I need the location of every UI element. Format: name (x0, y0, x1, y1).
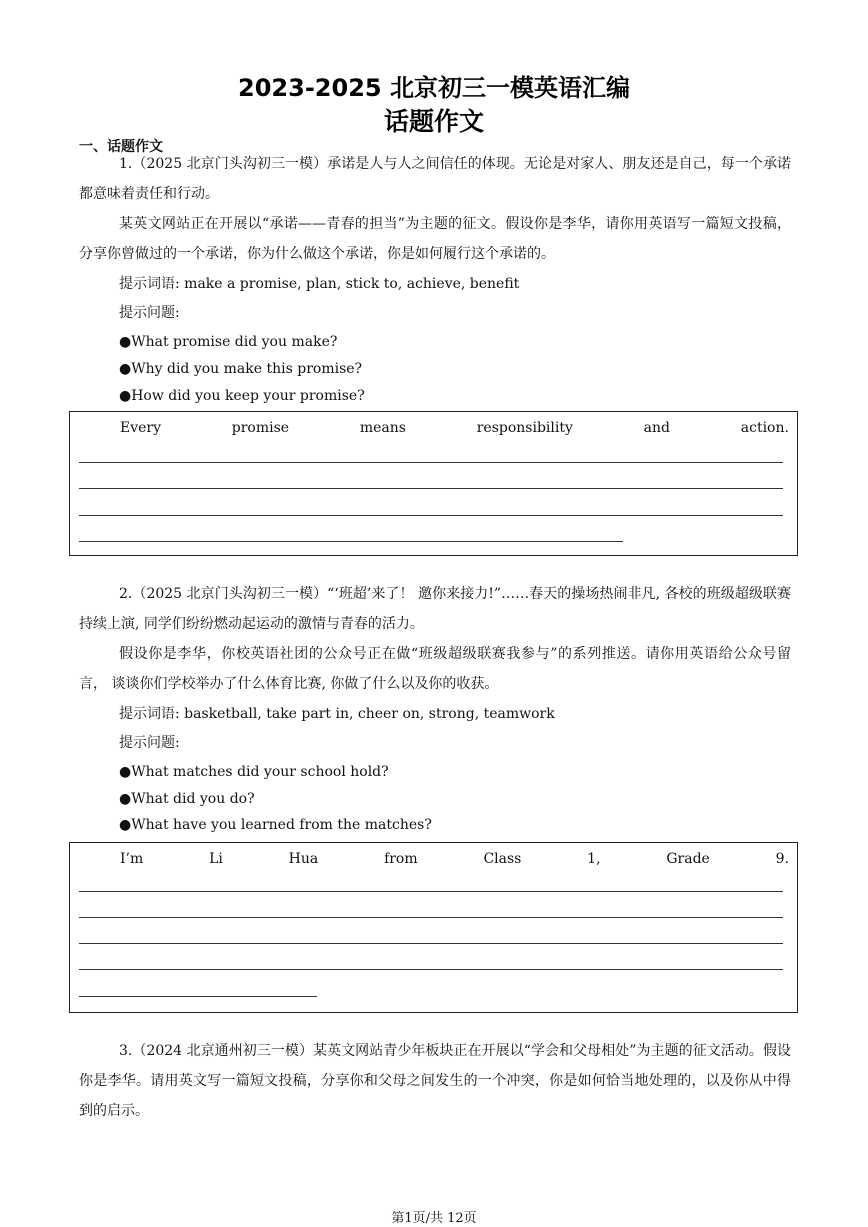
start-word: I’m (120, 851, 144, 867)
writing-line (79, 996, 317, 997)
start-word: Hua (288, 851, 319, 867)
start-word: Li (209, 851, 223, 867)
q2-intro: 2.（2025 北京门头沟初三一模）“‘班超’来了！ 邀你来接力!”……春天的操场热闹非凡, 各校的班级超级联赛持续上演, 同学们纷纷燃动起运动的激情与青春的活力。 (79, 586, 791, 632)
writing-line (79, 969, 783, 970)
start-word: 9. (775, 851, 789, 867)
document-title: 2023-2025 北京初三一模英语汇编 (238, 74, 630, 102)
q2-question-1: ●What matches did your school hold? (119, 764, 389, 780)
q1-task: 某英文网站正在开展以“承诺——青春的担当”为主题的征文。假设你是李华，请你用英语写一篇短文投稿，分享你曾做过的一个承诺，你为什么做这个承诺，你是如何履行这个承诺的。 (79, 216, 791, 262)
writing-line (79, 943, 783, 944)
q2-task: 假设你是李华，你校英语社团的公众号正在做“班级超级联赛我参与”的系列推送。请你用英语给公众号留言， 谈谈你们学校举办了什么体育比赛, 你做了什么以及你的收获。 (79, 646, 791, 692)
q2-question-2: ●What did you do? (119, 791, 255, 807)
start-word: Class (483, 851, 522, 867)
q1-intro: 1.（2025 北京门头沟初三一模）承诺是人与人之间信任的体现。无论是对家人、朋友还是自己，每一个承诺都意味着责任和行动。 (79, 156, 791, 202)
writing-line (79, 515, 783, 516)
q2-words: 提示词语: basketball, take part in, cheer on, strong, teamwork (119, 706, 555, 722)
start-word: responsibility (476, 420, 573, 436)
q1-question-3: ●How did you keep your promise? (119, 388, 365, 404)
q3-intro: 3.（2024 北京通州初三一模）某英文网站青少年板块正在开展以“学会和父母相处”为主题的征文活动。假设你是李华。请用英文写一篇短文投稿，分享你和父母之间发生的一个冲突，你是如何恰当地处理的，以及你从中得到的启示。 (79, 1043, 791, 1119)
q1-words: 提示词语: make a promise, plan, stick to, achieve, benefit (119, 276, 520, 292)
start-word: and (643, 420, 670, 436)
writing-line (79, 917, 783, 918)
writing-line (79, 462, 783, 463)
start-word: 1, (587, 851, 601, 867)
section-title: 一、话题作文 (79, 139, 163, 155)
start-word: promise (231, 420, 290, 436)
start-word: from (384, 851, 418, 867)
start-word: Every (120, 420, 162, 436)
q1-question-1: ●What promise did you make? (119, 334, 338, 350)
writing-line (79, 488, 783, 489)
q2-answer-box[interactable] (69, 842, 798, 1013)
page-number: 第1页/共 12页 (391, 1211, 477, 1226)
q1-question-2: ●Why did you make this promise? (119, 361, 363, 377)
writing-line (79, 541, 623, 542)
start-word: action. (740, 420, 789, 436)
q1-answer-box[interactable] (69, 411, 798, 556)
q2-start-sentence (120, 849, 789, 869)
q2-question-3: ●What have you learned from the matches? (119, 817, 432, 833)
writing-line (79, 891, 783, 892)
document-subtitle: 话题作文 (383, 107, 484, 136)
start-word: means (359, 420, 406, 436)
start-word: Grade (666, 851, 710, 867)
q1-questions-label: 提示问题: (119, 305, 180, 321)
q2-questions-label: 提示问题: (119, 735, 180, 751)
q1-start-sentence (120, 418, 789, 438)
